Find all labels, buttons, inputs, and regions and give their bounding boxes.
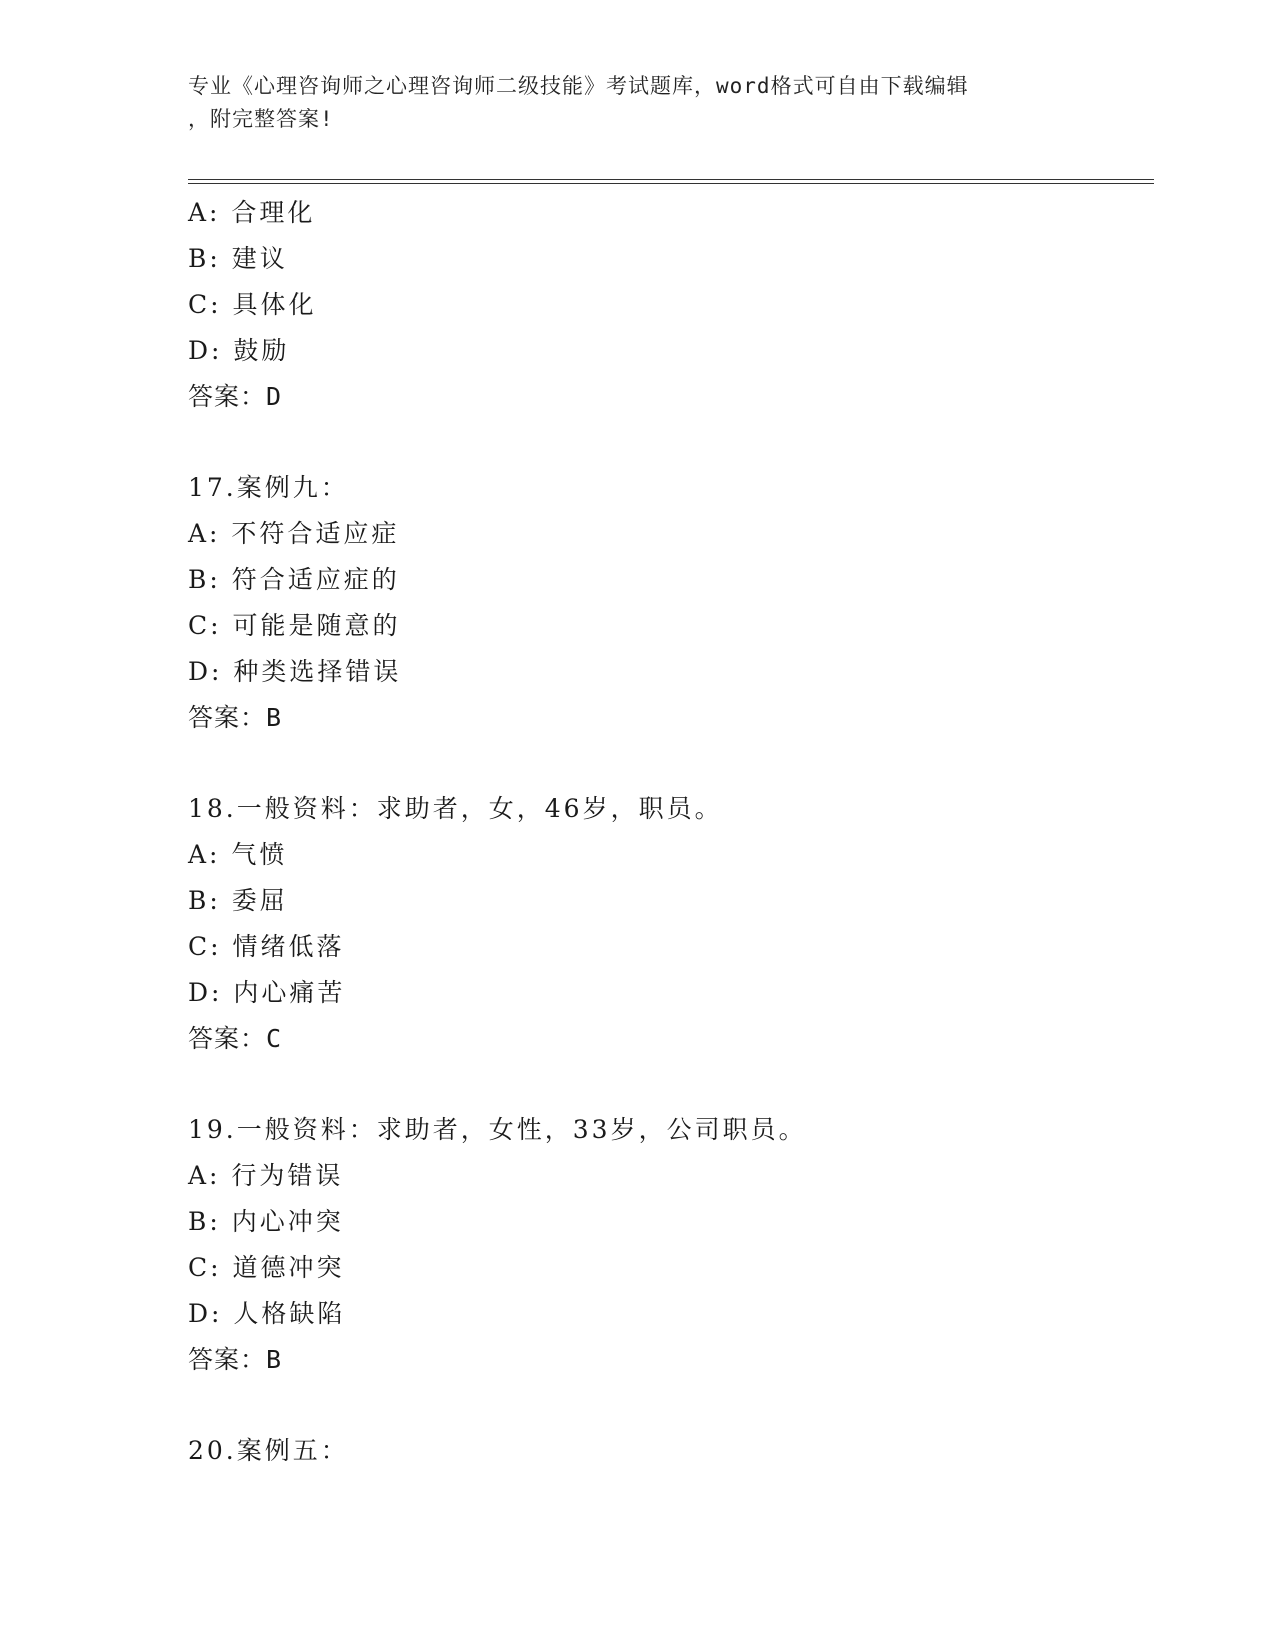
option-b: B: 内心冲突 — [188, 1207, 344, 1236]
question-text: 18.一般资料：求助者，女，46岁，职员。 — [188, 794, 723, 823]
option-b: B: 委屈 — [188, 886, 288, 915]
answer-value: B — [266, 703, 283, 732]
option-d: D: 内心痛苦 — [188, 978, 346, 1007]
question-block — [188, 786, 1148, 1062]
answer-line — [188, 1016, 1148, 1062]
answer-value: C — [266, 1024, 283, 1053]
option-c: C: 具体化 — [188, 290, 317, 319]
question-text: 19.一般资料：求助者，女性，33岁，公司职员。 — [188, 1115, 807, 1144]
option-b: B: 建议 — [188, 244, 288, 273]
answer-label: 答案： — [188, 1024, 267, 1053]
header-line-1: 专业《心理咨询师之心理咨询师二级技能》考试题库，word格式可自由下载编辑 — [188, 74, 969, 98]
answer-label: 答案： — [188, 1345, 267, 1374]
option-c: C: 情绪低落 — [188, 932, 345, 961]
document-header — [188, 70, 1088, 136]
option-d: D: 种类选择错误 — [188, 657, 402, 686]
answer-value: B — [266, 1345, 283, 1374]
option-a: A: 气愤 — [188, 840, 288, 869]
question-block — [188, 1107, 1148, 1383]
answer-line — [188, 374, 1148, 420]
answer-line — [188, 1337, 1148, 1383]
answer-value: D — [266, 382, 283, 411]
option-d: D: 鼓励 — [188, 336, 290, 365]
answer-label: 答案： — [188, 703, 267, 732]
question-text: 17.案例九： — [188, 473, 349, 502]
question-block — [188, 1428, 1148, 1474]
option-c: C: 道德冲突 — [188, 1253, 345, 1282]
question-list — [188, 190, 1148, 1474]
question-text: 20.案例五： — [188, 1436, 349, 1465]
question-block — [188, 190, 1148, 420]
option-a: A: 不符合适应症 — [188, 519, 400, 548]
header-divider-bottom — [188, 183, 1154, 184]
option-a: A: 行为错误 — [188, 1161, 344, 1190]
answer-line — [188, 695, 1148, 741]
answer-label: 答案： — [188, 382, 267, 411]
header-divider-top — [188, 179, 1154, 180]
question-block — [188, 465, 1148, 741]
option-b: B: 符合适应症的 — [188, 565, 400, 594]
option-c: C: 可能是随意的 — [188, 611, 401, 640]
header-line-2: ，附完整答案! — [188, 107, 334, 131]
option-d: D: 人格缺陷 — [188, 1299, 346, 1328]
option-a: A: 合理化 — [188, 198, 316, 227]
